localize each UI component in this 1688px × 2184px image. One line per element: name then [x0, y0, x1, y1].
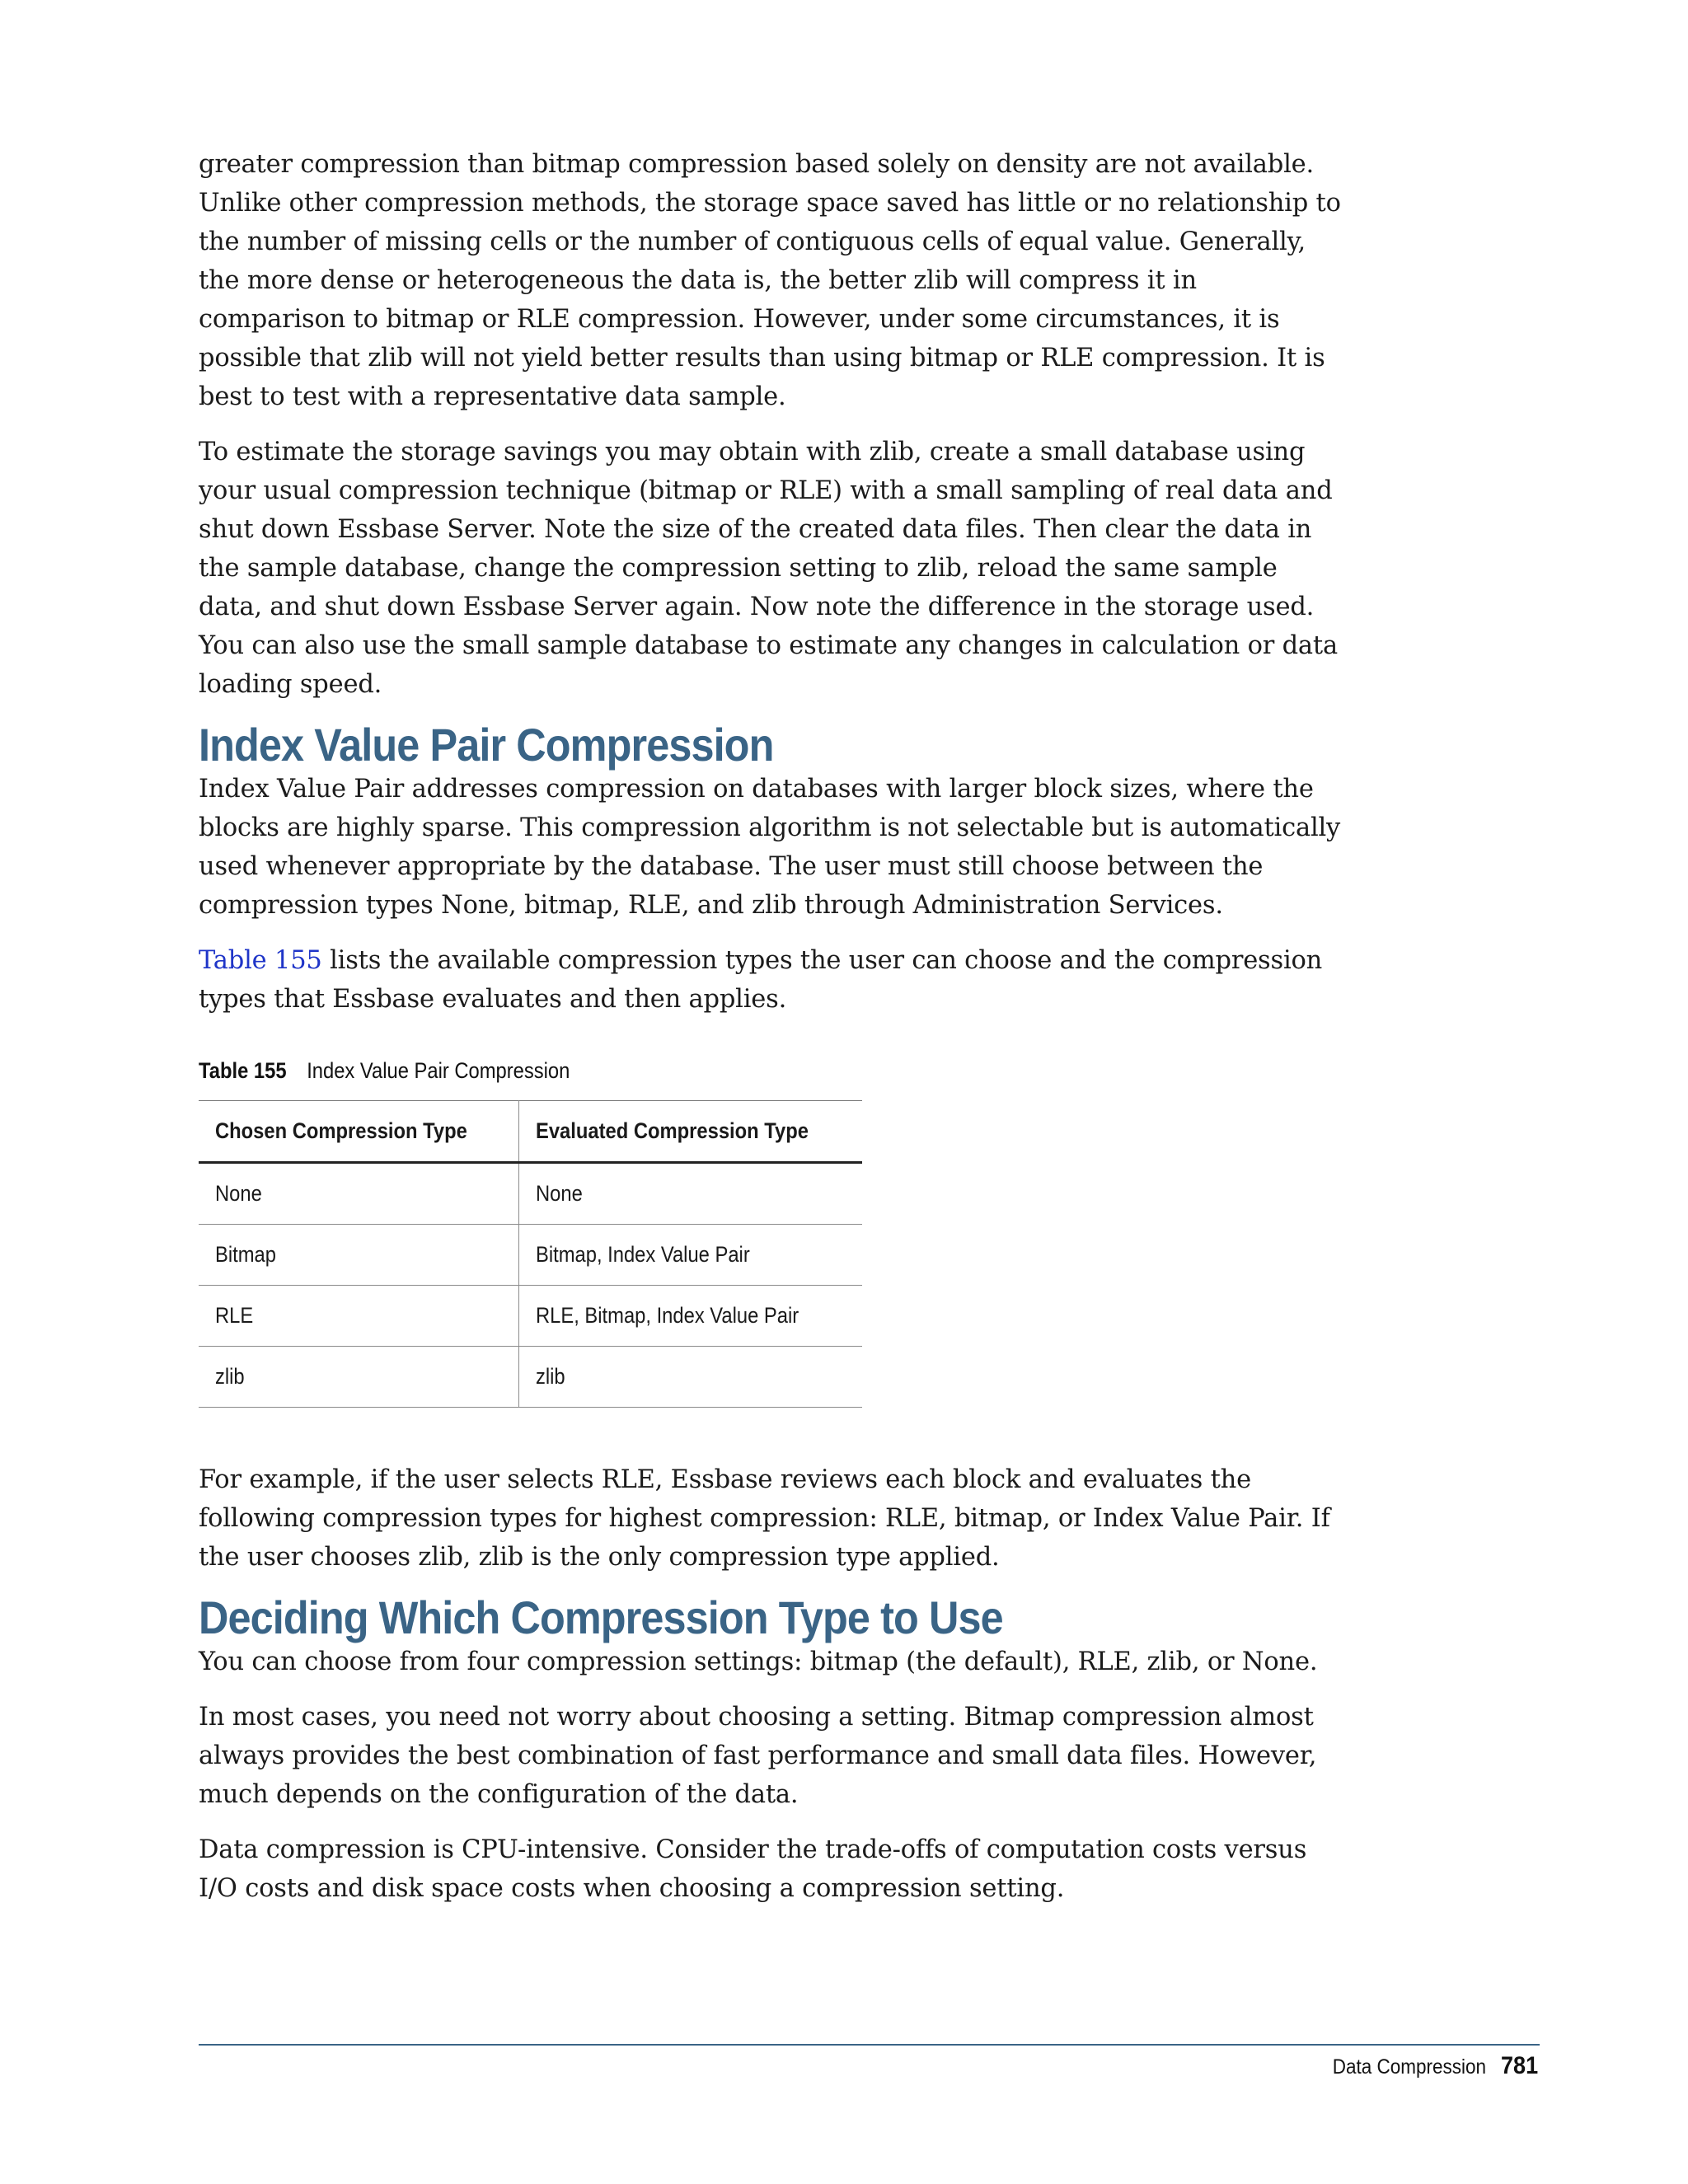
page-footer: [1333, 2052, 1538, 2080]
heading-index-value-pair: Index Value Pair Compression: [199, 719, 774, 771]
table-caption: [199, 1054, 1207, 1087]
table-cell: Bitmap: [199, 1225, 518, 1286]
table-cell: zlib: [199, 1347, 518, 1408]
deciding-paragraph-2: In most cases, you need not worry about choosing a setting. Bitmap compression almost always provides the best combination of fast performance and small data files. However, much depends on the configuration of the data.: [199, 1703, 1317, 1809]
deciding-paragraph-1: You can choose from four compression settings: bitmap (the default), RLE, zlib, or None.: [199, 1647, 1318, 1676]
table-caption-number: Table 155: [199, 1058, 287, 1083]
table-cell: RLE, Bitmap, Index Value Pair: [518, 1286, 862, 1347]
table-cell: None: [518, 1163, 862, 1225]
table-row: [199, 1225, 862, 1286]
page-number: 781: [1500, 2052, 1538, 2079]
table-cell: RLE: [199, 1286, 518, 1347]
footer-divider: [199, 2044, 1540, 2046]
table-header-row: [199, 1101, 862, 1163]
page-content: [199, 145, 1344, 1924]
table-row: [199, 1347, 862, 1408]
index-paragraph-2-text: lists the available compression types the user can choose and the compression types that Essbase evaluates and then applies.: [199, 946, 1323, 1014]
table-cell: zlib: [518, 1347, 862, 1408]
index-paragraph-3: For example, if the user selects RLE, Essbase reviews each block and evaluates the following compression types for highest compression: RLE, bitmap, or Index Value Pair. If the user chooses zlib, zlib is the only compression type applied.: [199, 1465, 1330, 1572]
table-row: [199, 1163, 862, 1225]
intro-paragraph-1: greater compression than bitmap compression based solely on density are not available. Unlike other compression methods, the storage space saved has little or no relationship to the number of missing cells or the number of contiguous cells of equal value. Generally, the more dense or heterogeneous the data is, the better zlib will compress it in comparison to bitmap or RLE compression. However, under some circumstances, it is possible that zlib will not yield better results than using bitmap or RLE compression. It is best to test with a representative data sample.: [199, 150, 1341, 411]
heading-deciding-compression: Deciding Which Compression Type to Use: [199, 1591, 1003, 1643]
index-paragraph-1: Index Value Pair addresses compression on databases with larger block sizes, where the blocks are highly sparse. This compression algorithm is not selectable but is automatically used whenever appropriate by the database. The user must still choose between the compression types None, bitmap, RLE, and zlib through Administration Services.: [199, 775, 1341, 920]
table-cell: None: [199, 1163, 518, 1225]
column-header-evaluated: Evaluated Compression Type: [518, 1101, 862, 1163]
table-caption-title: Index Value Pair Compression: [307, 1058, 570, 1083]
table-155-link[interactable]: Table 155: [199, 946, 322, 975]
column-header-chosen: Chosen Compression Type: [199, 1101, 518, 1163]
intro-paragraph-2: To estimate the storage savings you may obtain with zlib, create a small database using your usual compression technique (bitmap or RLE) with a small sampling of real data and shut down Essbase Server. Note the size of the created data files. Then clear the data in the sample database, change the compression setting to zlib, reload the same sample data, and shut down Essbase Server again. Now note the difference in the storage used. You can also use the small sample database to estimate any changes in calculation or data loading speed.: [199, 438, 1338, 699]
compression-types-table: [199, 1100, 862, 1408]
footer-section-title: Data Compression: [1332, 2055, 1486, 2079]
deciding-paragraph-3: Data compression is CPU-intensive. Consider the trade-offs of computation costs versus I/O costs and disk space costs when choosing a compression setting.: [199, 1835, 1307, 1903]
table-row: [199, 1286, 862, 1347]
table-cell: Bitmap, Index Value Pair: [518, 1225, 862, 1286]
index-paragraph-2: [199, 941, 1344, 1019]
